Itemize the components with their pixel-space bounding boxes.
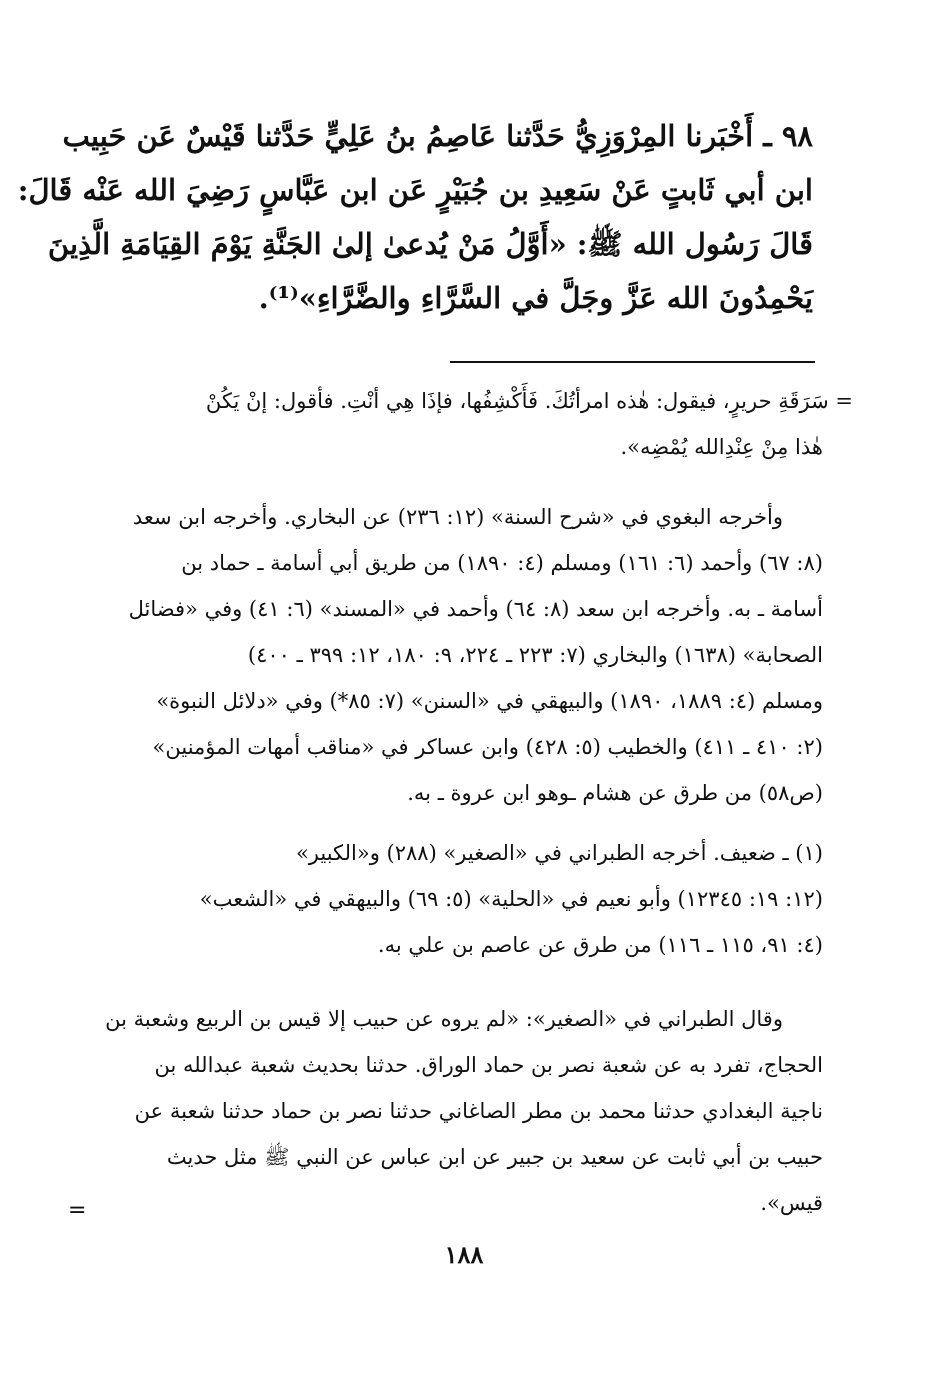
footnote-line: هٰذا مِنْ عِنْدِالله يُمْضِه». [620, 435, 823, 459]
footnote-line: = سَرَقَةِ حريرٍ، فيقول: هٰذه امرأتُكَ. فَأَكْشِفُها، فإذَا هِي أنْتِ. فأقول: إنْ يَكُنْ [205, 389, 853, 413]
footnote-line: (٤: ٩١، ١١٥ ـ ١١٦) من طرق عن عاصم بن علي به. [377, 933, 823, 957]
hadith-line: يَحْمِدُونَ الله عَزَّ وجَلَّ في السَّرَّاءِ والضَّرَّاءِ»⁽¹⁾. [258, 281, 813, 315]
continuation-mark: = [68, 1198, 87, 1223]
footnote-line: وقال الطبراني في «الصغير»: «لم يروه عن حبيب إلا قيس بن الربيع وشعبة بن [105, 1007, 783, 1031]
footnote-line: الصحابة» (١٦٣٨) والبخاري (٧: ٢٢٣ ـ ٢٢٤، ٩: ١٨٠، ١٢: ٣٩٩ ـ ٤٠٠) [247, 643, 823, 667]
footnote-continuation [105, 378, 853, 474]
page-number: ١٨٨ [444, 1240, 484, 1269]
footnote-line: ناجية البغدادي حدثنا محمد بن مطر الصاغاني حدثنا نصر بن حماد حدثنا شعبة عن [134, 1099, 823, 1123]
footnote-line: (١٢: ١٩: ١٢٣٤٥) وأبو نعيم في «الحلية» (٥: ٦٩) والبيهقي في «الشعب» [199, 887, 823, 911]
footnote-line: حبيب بن أبي ثابت عن سعيد بن جبير عن ابن عباس عن النبي ﷺ مثل حديث [166, 1145, 823, 1169]
hadith-text [17, 100, 813, 330]
footnote-line: ومسلم (٤: ١٨٨٩، ١٨٩٠) والبيهقي في «السنن» (٧: ٨٥*) وفي «دلائل النبوة» [156, 689, 823, 713]
footnote-line: (٨: ٦٧) وأحمد (٦: ١٦١) ومسلم (٤: ١٨٩٠) من طريق أبي أسامة ـ حماد بن [181, 551, 823, 575]
scan-speck [862, 320, 870, 350]
footnote-line: (١) ـ ضعيف. أخرجه الطبراني في «الصغير» (٢٨٨) و«الكبير» [295, 841, 823, 865]
footnote-tabarani [105, 996, 823, 1232]
footnote-line: قيس». [760, 1191, 823, 1215]
footnote-line: (ص٥٨) من طرق عن هشام ـوهو ابن عروة ـ به. [407, 781, 823, 805]
footnote-takhrij [105, 494, 823, 824]
footnote-separator [450, 361, 815, 363]
footnote-line: أسامة ـ به. وأخرجه ابن سعد (٨: ٦٤) وأحمد في «المسند» (٦: ٤١) وفي «فضائل [128, 597, 823, 621]
hadith-line: ٩٨ ـ أَخْبَرنا المِرْوَزِيُّ حَدَّثنا عَاصِمُ بنُ عَلِيٍّ حَدَّثنا قَيْسٌ عَن حَبِيب [62, 119, 813, 153]
footnote-line: الحجاج، تفرد به عن شعبة نصر بن حماد الوراق. حدثنا بحديث شعبة عبدالله بن [154, 1053, 823, 1077]
footnote-line: وأخرجه البغوي في «شرح السنة» (١٢: ٢٣٦) عن البخاري. وأخرجه ابن سعد [132, 505, 783, 529]
hadith-line: ابن أبي ثَابتٍ عَنْ سَعِيدِ بن جُبَيْرٍ عَن ابن عَبَّاسٍ رَضِيَ الله عَنْه قَالَ: [17, 173, 813, 207]
footnote-1 [105, 830, 823, 970]
footnote-line: (٢: ٤١٠ ـ ٤١١) والخطيب (٥: ٤٢٨) وابن عساكر في «مناقب أمهات المؤمنين» [152, 735, 823, 759]
hadith-line: قَالَ رَسُول الله ﷺ: «أَوَّلُ مَنْ يُدعىٰ إلىٰ الجَنَّةِ يَوْمَ القِيَامَةِ الَّذِينَ [47, 227, 813, 261]
